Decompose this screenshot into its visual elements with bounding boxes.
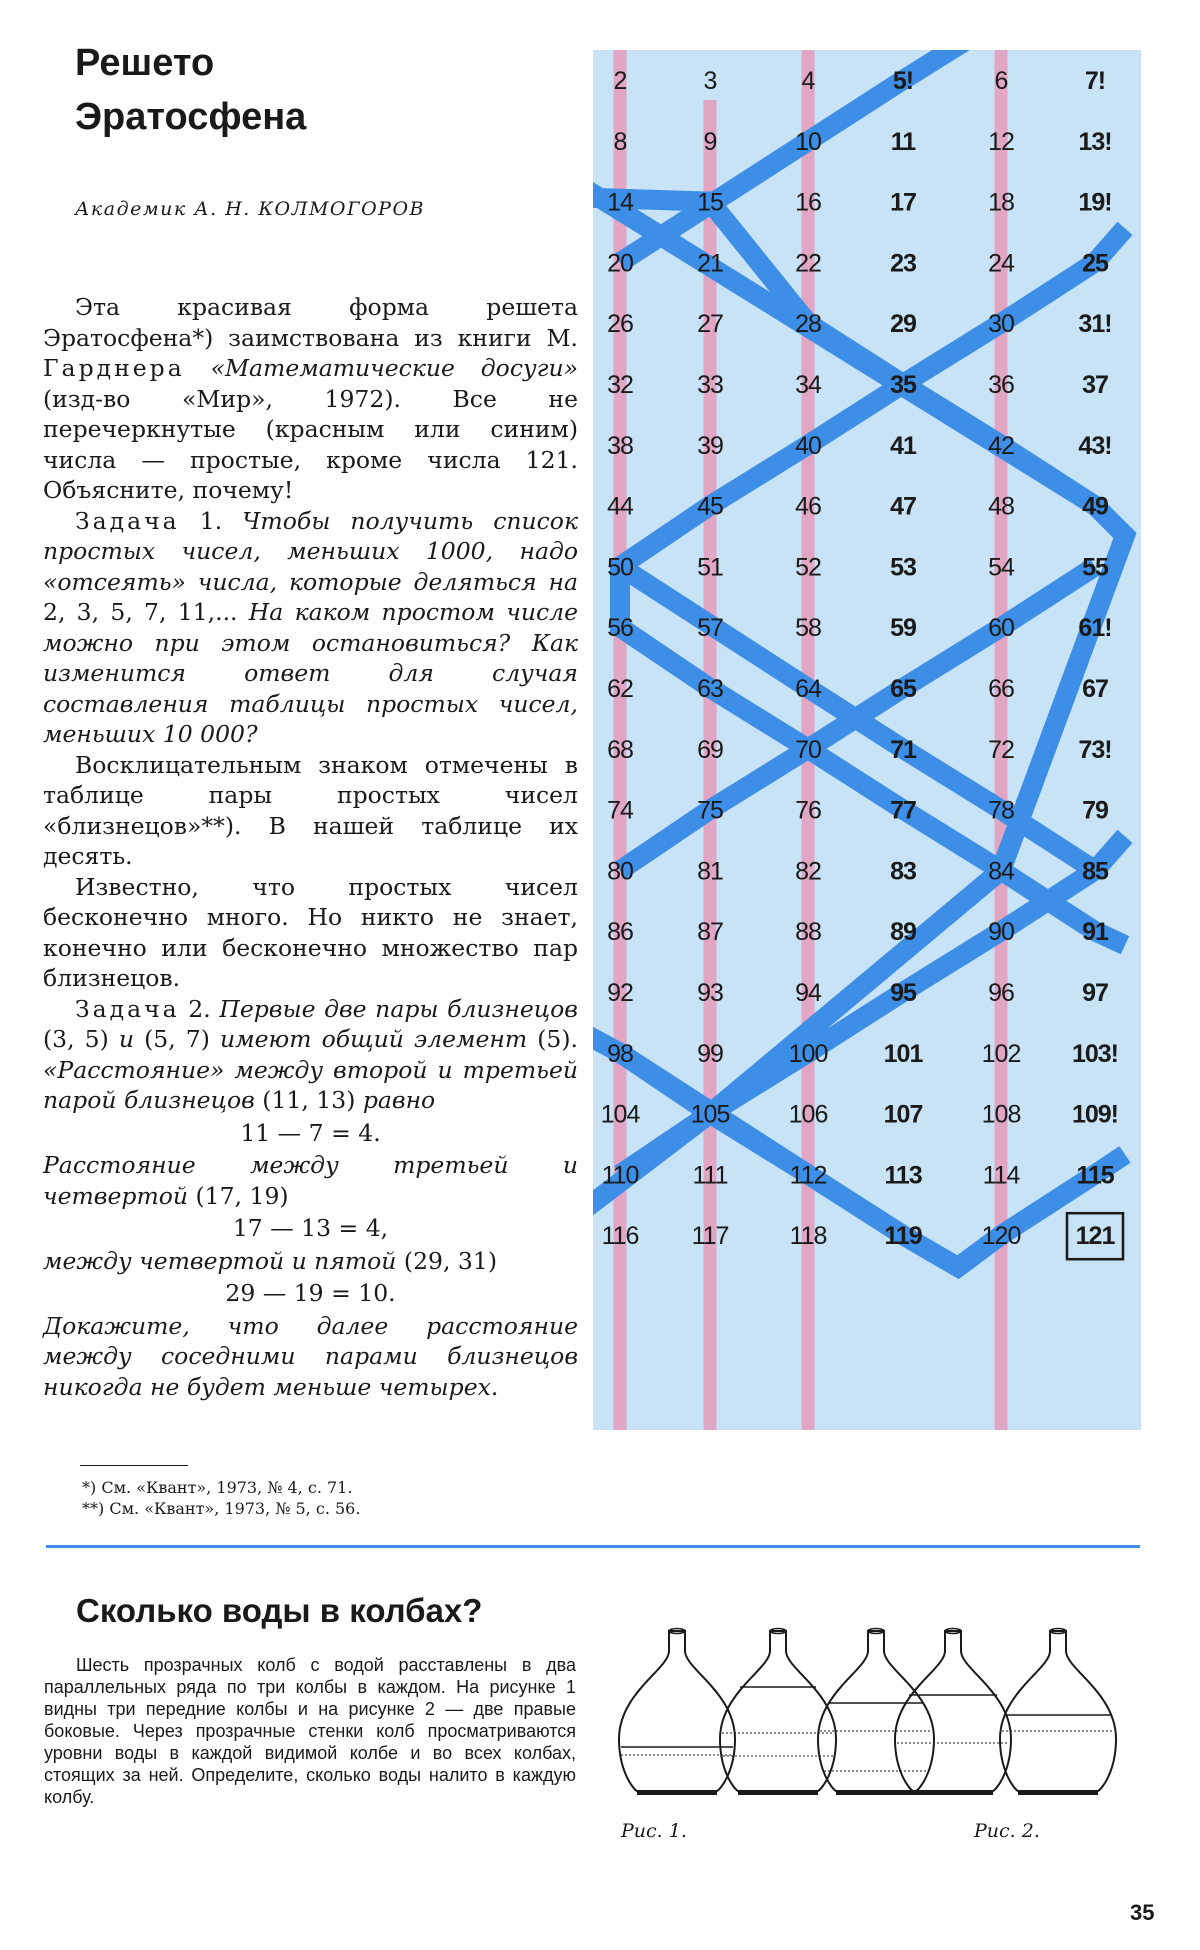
sieve-number: 2 [613, 67, 627, 95]
sieve-number: 9 [703, 127, 717, 156]
sieve-number: 99 [697, 1039, 723, 1068]
task-2-paragraph: Задача 2. Первые две пары близнецов (3, 5) и (5, 7) имеют общий элемент (5). «Расстояние» между второй и третьей парой близнецов (11, 13) равно [43, 994, 578, 1114]
sieve-number: 59 [890, 614, 916, 643]
sieve-number: 29 [890, 310, 916, 339]
sieve-number: 24 [988, 249, 1014, 278]
figure-1-caption: Рис. 1. [621, 1820, 687, 1842]
sieve-number: 118 [789, 1222, 827, 1251]
sieve-number: 96 [988, 979, 1014, 1007]
task-2-line-3: Расстояние между третьей и четвертой (17, 19) [43, 1151, 578, 1210]
sieve-number: 8 [613, 127, 627, 156]
sieve-number: 55 [1082, 553, 1108, 582]
sieve-number: 17 [890, 188, 916, 217]
sieve-number: 21 [697, 249, 723, 278]
equation-3: 29 — 19 = 10. [225, 1279, 396, 1307]
sieve-number: 31! [1078, 310, 1112, 339]
sieve-number: 51 [697, 553, 723, 582]
title-line-1: Решето [75, 42, 215, 84]
sieve-number: 61! [1078, 614, 1112, 643]
footnote-1: *) См. «Квант», 1973, № 4, с. 71. [82, 1478, 353, 1497]
infinite-paragraph: Известно, что простых чисел бесконечно много. Но никто не знает, конечно или бесконечно множество пар близнецов. [43, 872, 578, 992]
sieve-number: 35 [890, 371, 916, 399]
eratosthenes-sieve [593, 50, 1141, 1430]
sieve-number: 116 [601, 1222, 639, 1251]
sieve-number: 98 [607, 1039, 633, 1068]
sieve-number: 104 [600, 1100, 640, 1129]
equation-1: 11 — 7 = 4. [240, 1118, 381, 1147]
sieve-number: 81 [697, 857, 723, 886]
sieve-number: 6 [994, 67, 1008, 95]
sieve-number: 23 [890, 249, 916, 278]
sieve-number: 95 [890, 979, 916, 1007]
intro-paragraph: Эта красивая форма решета Эратосфена*) заимствована из книги М. Гарднера «Математические досуги» (изд-во «Мир», 1972). Все не перечеркнутые (красным или синим) числа — простые, кроме числа 121. Объясните, почему! [43, 293, 578, 504]
sieve-number: 115 [1076, 1161, 1114, 1190]
sieve-number: 14 [607, 188, 633, 217]
task-2-line-4: между четвертой и пятой (29, 31) [43, 1246, 498, 1275]
sieve-number: 44 [607, 492, 633, 521]
sieve-number: 41 [890, 431, 916, 460]
sieve-number: 106 [788, 1100, 828, 1129]
sieve-number: 18 [988, 188, 1014, 217]
sieve-number: 42 [988, 431, 1014, 460]
sieve-number: 100 [788, 1039, 828, 1068]
sieve-number: 34 [795, 371, 821, 399]
sieve-number: 69 [697, 735, 723, 764]
article-body [43, 292, 578, 1402]
page-title [75, 36, 495, 144]
task-1-paragraph: Задача 1. Чтобы получить список простых чисел, меньших 1000, надо «отсеять» числа, которые деляться на 2, 3, 5, 7, 11,... На каком простом числе можно при этом остановиться? Как изменится ответ для случая составления таблицы простых чисел, меньших 10 000? [43, 506, 578, 748]
task-1-label: Задача [75, 506, 180, 535]
figure-2-flask-left [895, 1629, 1011, 1796]
sieve-number: 74 [607, 796, 633, 825]
sieve-number: 101 [883, 1039, 923, 1068]
sieve-number: 72 [988, 735, 1014, 764]
figure-1-flask-middle [720, 1629, 836, 1796]
sieve-number: 48 [988, 492, 1014, 521]
sieve-number: 43! [1078, 431, 1112, 460]
sieve-number: 105 [690, 1100, 730, 1129]
sieve-number: 15 [697, 188, 723, 217]
sieve-number: 22 [795, 249, 821, 278]
sieve-number: 112 [789, 1161, 827, 1190]
sieve-number: 86 [607, 918, 633, 947]
sieve-number: 39 [697, 431, 723, 460]
sieve-number: 82 [795, 857, 821, 886]
sieve-number: 110 [601, 1161, 639, 1190]
sieve-number: 114 [982, 1161, 1020, 1190]
sieve-number: 109! [1071, 1100, 1119, 1129]
sieve-number: 77 [890, 796, 916, 825]
sieve-number: 67 [1082, 675, 1108, 703]
sieve-number: 13! [1078, 127, 1112, 156]
sieve-number: 56 [607, 614, 633, 643]
sieve-number: 40 [795, 431, 821, 460]
sieve-number: 32 [607, 371, 633, 399]
sieve-number: 57 [697, 614, 723, 643]
sieve-number: 10 [795, 127, 821, 156]
flask-figures [610, 1625, 1140, 1815]
sieve-number: 73! [1078, 735, 1112, 764]
sieve-number: 97 [1082, 979, 1108, 1007]
author-name: Гарднера [43, 354, 185, 382]
sieve-number: 78 [988, 796, 1014, 825]
sieve-number: 28 [795, 310, 821, 339]
sieve-number: 12 [988, 127, 1014, 156]
sieve-number: 5! [892, 67, 914, 95]
sieve-number: 47 [890, 492, 916, 521]
sieve-number: 62 [607, 675, 633, 703]
task-2-label: Задача [75, 994, 180, 1023]
sieve-number: 3 [703, 67, 717, 95]
sieve-number: 26 [607, 310, 633, 339]
sieve-number: 90 [988, 918, 1014, 947]
page-number: 35 [1130, 1900, 1155, 1925]
sieve-number: 54 [988, 553, 1014, 582]
sieve-number: 30 [988, 310, 1014, 339]
sieve-number: 16 [795, 188, 821, 217]
sieve-number: 19! [1078, 188, 1112, 217]
sieve-number: 83 [890, 857, 916, 886]
sieve-number: 7! [1084, 67, 1106, 95]
figure-1-flask-left [619, 1629, 735, 1796]
sieve-number: 11 [890, 127, 916, 156]
sieve-number: 53 [890, 553, 916, 582]
sieve-number: 121 [1075, 1222, 1115, 1251]
sieve-number: 84 [988, 857, 1014, 886]
sieve-number: 91 [1082, 918, 1108, 947]
equation-2: 17 — 13 = 4, [232, 1214, 389, 1242]
sieve-number: 108 [981, 1100, 1021, 1129]
sieve-number: 76 [795, 796, 821, 825]
sieve-number: 46 [795, 492, 821, 521]
sieve-number: 27 [697, 310, 723, 339]
sieve-number: 102 [981, 1039, 1021, 1068]
sieve-number: 79 [1082, 796, 1108, 825]
sieve-number: 38 [607, 431, 633, 460]
sieve-number: 71 [890, 735, 916, 764]
sieve-number: 85 [1082, 857, 1108, 886]
sieve-number: 70 [795, 735, 821, 764]
sieve-number: 45 [697, 492, 723, 521]
sieve-number: 33 [697, 371, 723, 399]
sieve-number: 50 [607, 553, 633, 582]
footnote-2: **) См. «Квант», 1973, № 5, с. 56. [82, 1499, 361, 1518]
sieve-number: 107 [883, 1100, 923, 1129]
footnote-rule [80, 1465, 188, 1466]
flask-puzzle-text: Шесть прозрачных колб с водой расставлены в два параллельных ряда по три колбы в каждом. На рисунке 1 видны три передние колбы и на рисунке 2 — две правые боковые. Через прозрачные стенки колб просматриваются уровни воды в каждой видимой колбе и во всех колбах, стоящих за ней. Определите, сколько воды налито в каждую колбу. [44, 1655, 576, 1807]
sieve-number: 103! [1071, 1039, 1119, 1068]
sieve-number: 87 [697, 918, 723, 947]
sieve-number: 68 [607, 735, 633, 764]
section-title: Сколько воды в колбах? [76, 1592, 483, 1629]
sieve-number: 111 [692, 1161, 728, 1190]
sieve-number: 58 [795, 614, 821, 643]
author-line: Академик А. Н. КОЛМОГОРОВ [75, 198, 425, 220]
sieve-number: 119 [884, 1222, 922, 1251]
sieve-number: 36 [988, 371, 1014, 399]
sieve-number: 65 [890, 675, 916, 703]
sieve-number: 120 [981, 1222, 1021, 1251]
sieve-number: 113 [884, 1161, 922, 1190]
sieve-number: 37 [1082, 371, 1108, 399]
section-divider [46, 1545, 1140, 1548]
sieve-number: 20 [607, 249, 633, 278]
sieve-number: 94 [795, 979, 821, 1007]
sieve-number: 52 [795, 553, 821, 582]
sieve-number: 63 [697, 675, 723, 703]
sieve-number: 66 [988, 675, 1014, 703]
sieve-number: 92 [607, 979, 633, 1007]
figure-2-flask-right [1000, 1629, 1116, 1796]
sieve-number: 80 [607, 857, 633, 886]
figure-1-flask-right [818, 1629, 934, 1796]
sieve-number: 60 [988, 614, 1014, 643]
sieve-number: 64 [795, 675, 821, 703]
sieve-number: 4 [801, 67, 815, 95]
sieve-number: 75 [697, 796, 723, 825]
sieve-number: 88 [795, 918, 821, 947]
twins-paragraph: Восклицательным знаком отмечены в таблице пары простых чисел «близнецов»**). В нашей таблице их десять. [43, 750, 578, 870]
sieve-number: 117 [691, 1222, 729, 1251]
sieve-number: 49 [1082, 492, 1108, 521]
footnotes [82, 1477, 360, 1519]
book-title: «Математические досуги» [210, 354, 578, 382]
sieve-number: 89 [890, 918, 916, 947]
title-line-2: Эратосфена [75, 96, 307, 138]
figure-2-caption: Рис. 2. [974, 1820, 1040, 1842]
sieve-number: 25 [1082, 249, 1108, 278]
task-2-conclusion: Докажите, что далее расстояние между соседними парами близнецов никогда не будет меньше четырех. [43, 1311, 578, 1401]
sieve-number: 93 [697, 979, 723, 1007]
